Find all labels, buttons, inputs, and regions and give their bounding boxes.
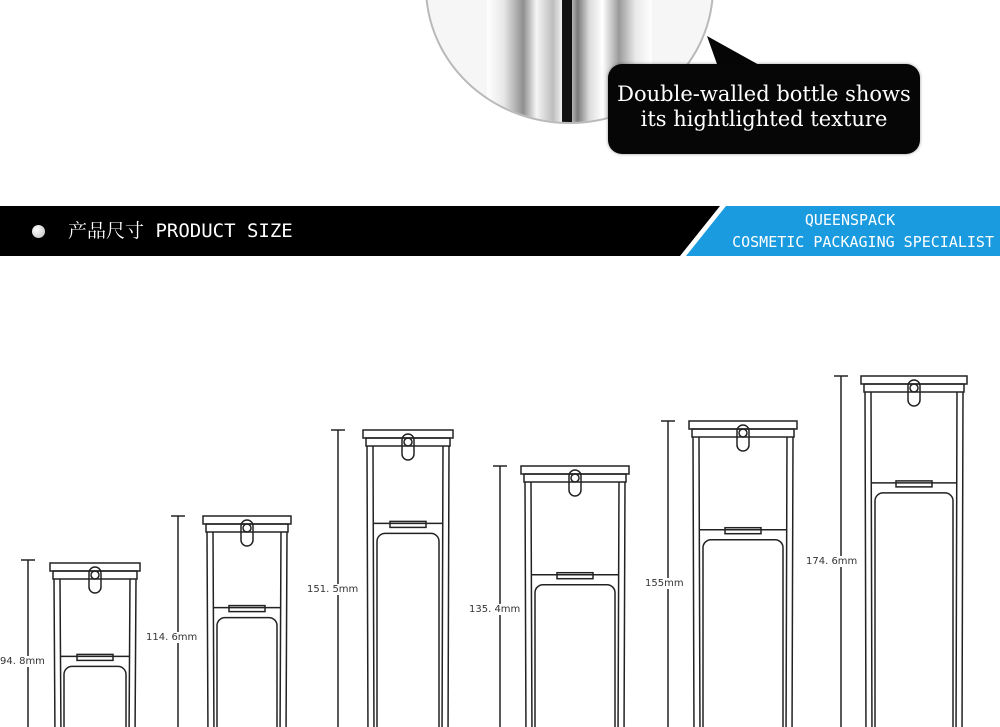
piston-plate xyxy=(229,606,265,612)
bottle-inner-wall xyxy=(60,579,130,727)
valve-hole xyxy=(910,384,918,392)
valve-hole xyxy=(739,429,747,437)
bottle-body xyxy=(54,579,136,727)
bottle-cap-collar xyxy=(53,571,137,579)
bottle-body xyxy=(367,446,449,727)
piston-plate xyxy=(557,573,593,579)
callout-line-1: Double-walled bottle shows xyxy=(617,82,911,106)
bottle-cap-collar xyxy=(692,429,794,437)
inner-container xyxy=(875,493,953,727)
bottle-inner-wall xyxy=(699,437,787,727)
piston-plate xyxy=(896,481,932,487)
dimension-label: 114. 6mm xyxy=(146,632,198,643)
inner-container xyxy=(377,533,439,727)
piston-plate xyxy=(725,528,761,534)
bottle-cap-collar xyxy=(524,474,626,482)
callout-line-2: its hightlighted texture xyxy=(640,107,888,131)
piston-plate xyxy=(77,654,113,660)
brand-name: QUEENSPACK xyxy=(804,211,896,229)
inner-container xyxy=(535,585,615,727)
section-title: 产品尺寸 PRODUCT SIZE xyxy=(68,220,293,242)
bottle-body xyxy=(525,482,625,727)
bottle-body xyxy=(207,532,287,727)
inner-container xyxy=(703,540,783,727)
inner-container xyxy=(217,618,277,727)
bottle-inner-wall xyxy=(871,392,957,727)
inner-container xyxy=(64,666,126,727)
dimension-label: 135. 4mm xyxy=(469,604,521,615)
brand-tagline: COSMETIC PACKAGING SPECIALIST xyxy=(732,233,994,251)
valve-hole xyxy=(404,438,412,446)
piston-plate xyxy=(390,521,426,527)
valve-hole xyxy=(91,571,99,579)
valve-hole xyxy=(243,524,251,532)
bottle-body xyxy=(865,392,963,727)
bottle-inner-wall xyxy=(531,482,619,727)
valve-hole xyxy=(571,474,579,482)
bottle-inner-wall xyxy=(373,446,443,727)
dimension-label: 155mm xyxy=(645,578,684,589)
bottle-cap-collar xyxy=(206,524,288,532)
bottle-cap-collar xyxy=(864,384,964,392)
bottle-body xyxy=(693,437,793,727)
bottle-cap-collar xyxy=(366,438,450,446)
bottle-inner-wall xyxy=(213,532,281,727)
dimension-label: 151. 5mm xyxy=(307,584,359,595)
dimension-label: 174. 6mm xyxy=(806,556,858,567)
dimension-label: 94. 8mm xyxy=(0,656,45,667)
